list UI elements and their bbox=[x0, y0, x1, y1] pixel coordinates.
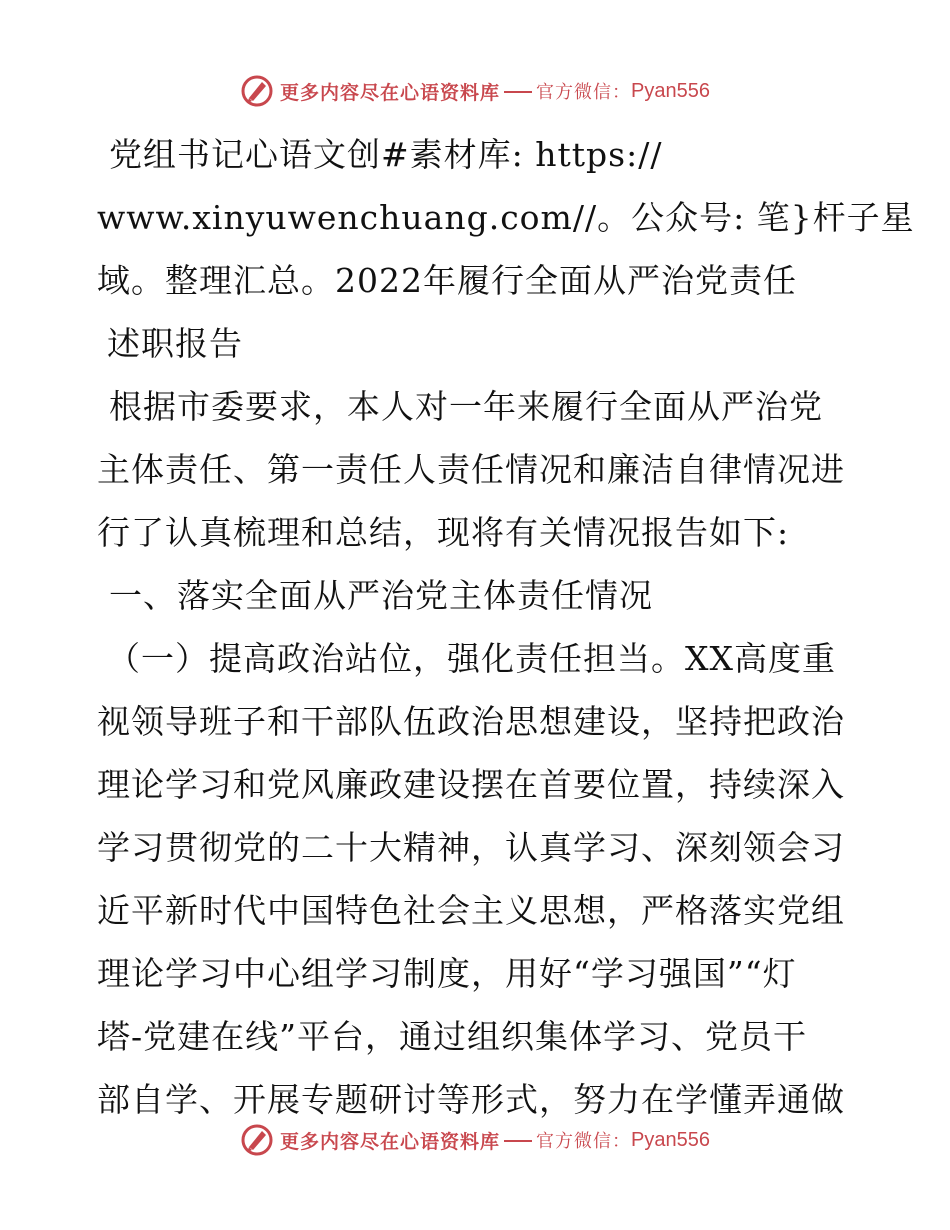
banner-main-text: 更多内容尽在心语资料库 bbox=[280, 1130, 501, 1153]
text-line: www.xinyuwenchuang.com//。公众号: 笔}杆子星 bbox=[97, 198, 915, 237]
header-banner bbox=[0, 71, 950, 111]
quill-pen-logo-icon bbox=[240, 1123, 274, 1157]
text-line: 学习贯彻党的二十大精神，认真学习、深刻领会习 bbox=[97, 828, 845, 867]
text-line: 近平新时代中国特色社会主义思想，严格落实党组 bbox=[97, 891, 845, 930]
text-line: 理论学习中心组学习制度，用好“学习强国”“灯 bbox=[97, 954, 797, 993]
text-line: 行了认真梳理和总结，现将有关情况报告如下: bbox=[97, 513, 790, 552]
banner-wechat-id: Pyan556 bbox=[631, 1128, 710, 1151]
banner-sub-text: 官方微信： bbox=[536, 1131, 632, 1152]
text-line: 党组书记心语文创#素材库: https:// bbox=[109, 135, 663, 174]
banner-main-text: 更多内容尽在心语资料库 bbox=[280, 81, 501, 104]
text-line: 理论学习和党风廉政建设摆在首要位置，持续深入 bbox=[97, 765, 845, 804]
section-title: 述职报告 bbox=[107, 324, 243, 363]
text-line: 域。整理汇总。2022年履行全面从严治党责任 bbox=[97, 261, 797, 300]
section-heading: 一、落实全面从严治党主体责任情况 bbox=[109, 576, 653, 615]
banner-dash bbox=[504, 1140, 532, 1142]
footer-banner bbox=[0, 1120, 950, 1160]
banner-sub-text: 官方微信： bbox=[536, 82, 632, 103]
banner-wechat-id: Pyan556 bbox=[631, 79, 710, 102]
quill-pen-logo-icon bbox=[240, 74, 274, 108]
text-line: 视领导班子和干部队伍政治思想建设，坚持把政治 bbox=[97, 702, 845, 741]
text-line: （一）提高政治站位，强化责任担当。XX高度重 bbox=[107, 639, 836, 678]
text-line: 塔-党建在线”平台，通过组织集体学习、党员干 bbox=[97, 1017, 808, 1056]
banner-dash bbox=[504, 91, 532, 93]
text-line: 根据市委要求，本人对一年来履行全面从严治党 bbox=[109, 387, 823, 426]
text-line: 部自学、开展专题研讨等形式，努力在学懂弄通做 bbox=[97, 1080, 845, 1119]
document-body bbox=[97, 123, 915, 1131]
text-line: 主体责任、第一责任人责任情况和廉洁自律情况进 bbox=[97, 450, 845, 489]
